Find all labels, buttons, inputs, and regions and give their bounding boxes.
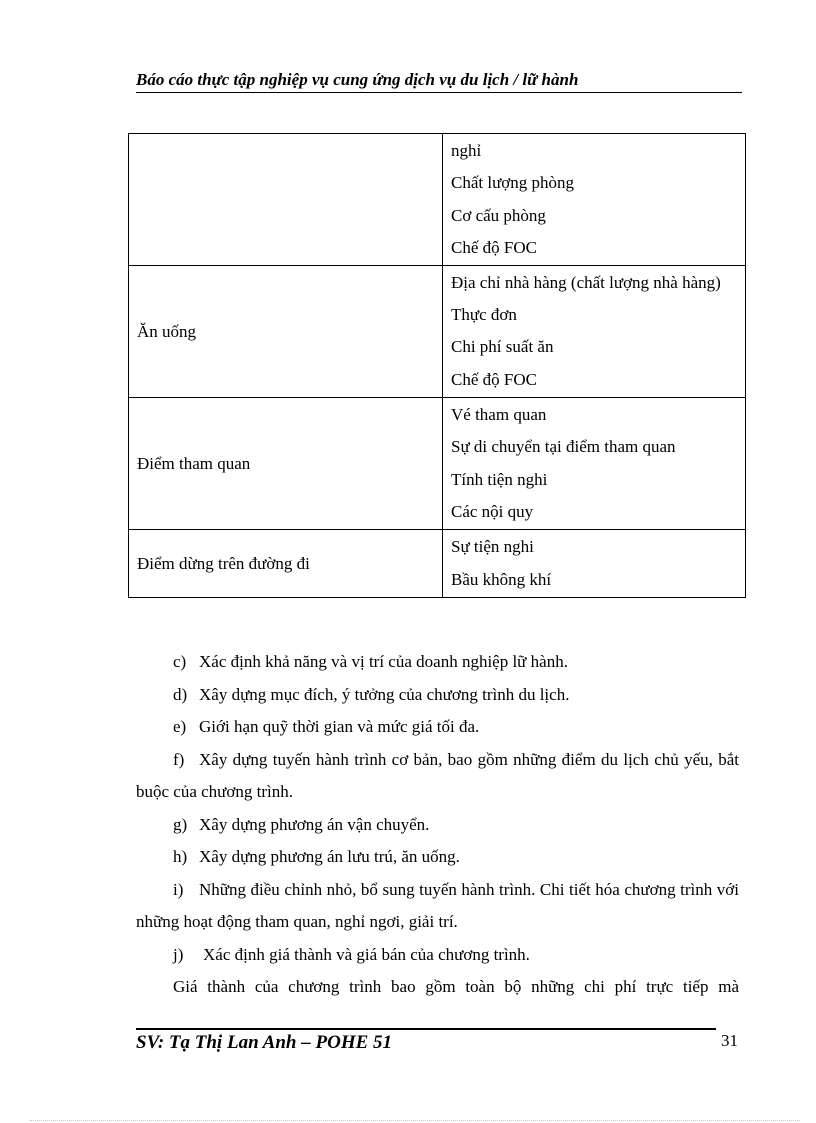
table-row <box>129 266 746 398</box>
detail-line: Chế độ FOC <box>451 237 537 257</box>
list-marker: j) <box>173 944 184 964</box>
footer-author: SV: Tạ Thị Lan Anh – POHE 51 <box>136 1032 393 1053</box>
list-item-text: Xác định khả năng và vị trí của doanh nghiệp lữ hành. <box>199 652 568 671</box>
list-marker: f) <box>173 749 185 769</box>
list-marker: e) <box>173 717 187 736</box>
table-details-cell <box>443 266 746 398</box>
list-marker: h) <box>173 847 188 866</box>
criteria-table <box>128 133 746 598</box>
list-item-text: Xây dựng tuyến hành trình cơ bản, bao gồm những điểm du lịch chủ yếu, bắt buộc của chương trình. <box>136 749 739 801</box>
list-marker: g) <box>173 814 188 834</box>
detail-line: Cơ cấu phòng <box>451 205 546 225</box>
detail-line: Tính tiện nghi <box>451 469 548 489</box>
body-content <box>136 646 739 1004</box>
detail-line: Sự tiện nghi <box>451 537 534 557</box>
closing-paragraph: Giá thành của chương trình bao gồm toàn bộ những chi phí trực tiếp mà <box>173 977 739 996</box>
list-item <box>136 841 739 874</box>
list-item <box>136 744 739 809</box>
table-details-cell <box>443 134 746 266</box>
detail-line: Vé tham quan <box>451 405 547 425</box>
list-item <box>136 809 739 842</box>
page-number: 31 <box>721 1031 738 1050</box>
detail-line: Thực đơn <box>451 305 517 325</box>
list-item-text: Xác định giá thành và giá bán của chương trình. <box>203 944 530 964</box>
table-row <box>129 134 746 266</box>
detail-line: Địa chỉ nhà hàng (chất lượng nhà hàng) <box>451 273 721 293</box>
table-category-cell: Điểm tham quan <box>129 398 443 530</box>
list-item <box>136 711 739 744</box>
list-item <box>136 679 739 712</box>
table-category-cell <box>129 134 443 266</box>
list-item-text: Xây dựng mục đích, ý tưởng của chương trình du lịch. <box>199 684 570 704</box>
table-row <box>129 398 746 530</box>
page-header-title: Báo cáo thực tập nghiệp vụ cung ứng dịch vụ du lịch / lữ hành <box>136 70 742 93</box>
list-item-text: Những điều chỉnh nhỏ, bổ sung tuyến hành trình. Chi tiết hóa chương trình với những hoạt động tham quan, nghỉ ngơi, giải trí. <box>136 879 739 931</box>
list-item <box>136 874 739 939</box>
table-category-cell: Ăn uống <box>129 266 443 398</box>
list-marker: i) <box>173 879 184 899</box>
list-item <box>136 939 739 972</box>
table-row <box>129 530 746 598</box>
detail-line: Chi phí suất ăn <box>451 337 554 357</box>
page-bottom-rule <box>30 1120 800 1121</box>
list-item-text: Xây dựng phương án lưu trú, ăn uống. <box>199 847 460 866</box>
list-item <box>136 646 739 679</box>
detail-line: Sự di chuyển tại điểm tham quan <box>451 437 676 457</box>
list-marker: c) <box>173 652 187 671</box>
table-details-cell <box>443 530 746 598</box>
detail-line: nghỉ <box>451 141 482 160</box>
detail-line: Chất lượng phòng <box>451 173 575 193</box>
table-details-cell <box>443 398 746 530</box>
list-item-text: Xây dựng phương án vận chuyển. <box>199 814 430 834</box>
list-item-text: Giới hạn quỹ thời gian và mức giá tối đa. <box>199 717 480 736</box>
list-marker: d) <box>173 684 188 704</box>
detail-line: Chế độ FOC <box>451 369 537 389</box>
detail-line: Bầu không khí <box>451 569 552 589</box>
footer-divider <box>136 1028 716 1030</box>
detail-line: Các nội quy <box>451 501 534 521</box>
table-category-cell: Điểm dừng trên đường đi <box>129 530 443 598</box>
